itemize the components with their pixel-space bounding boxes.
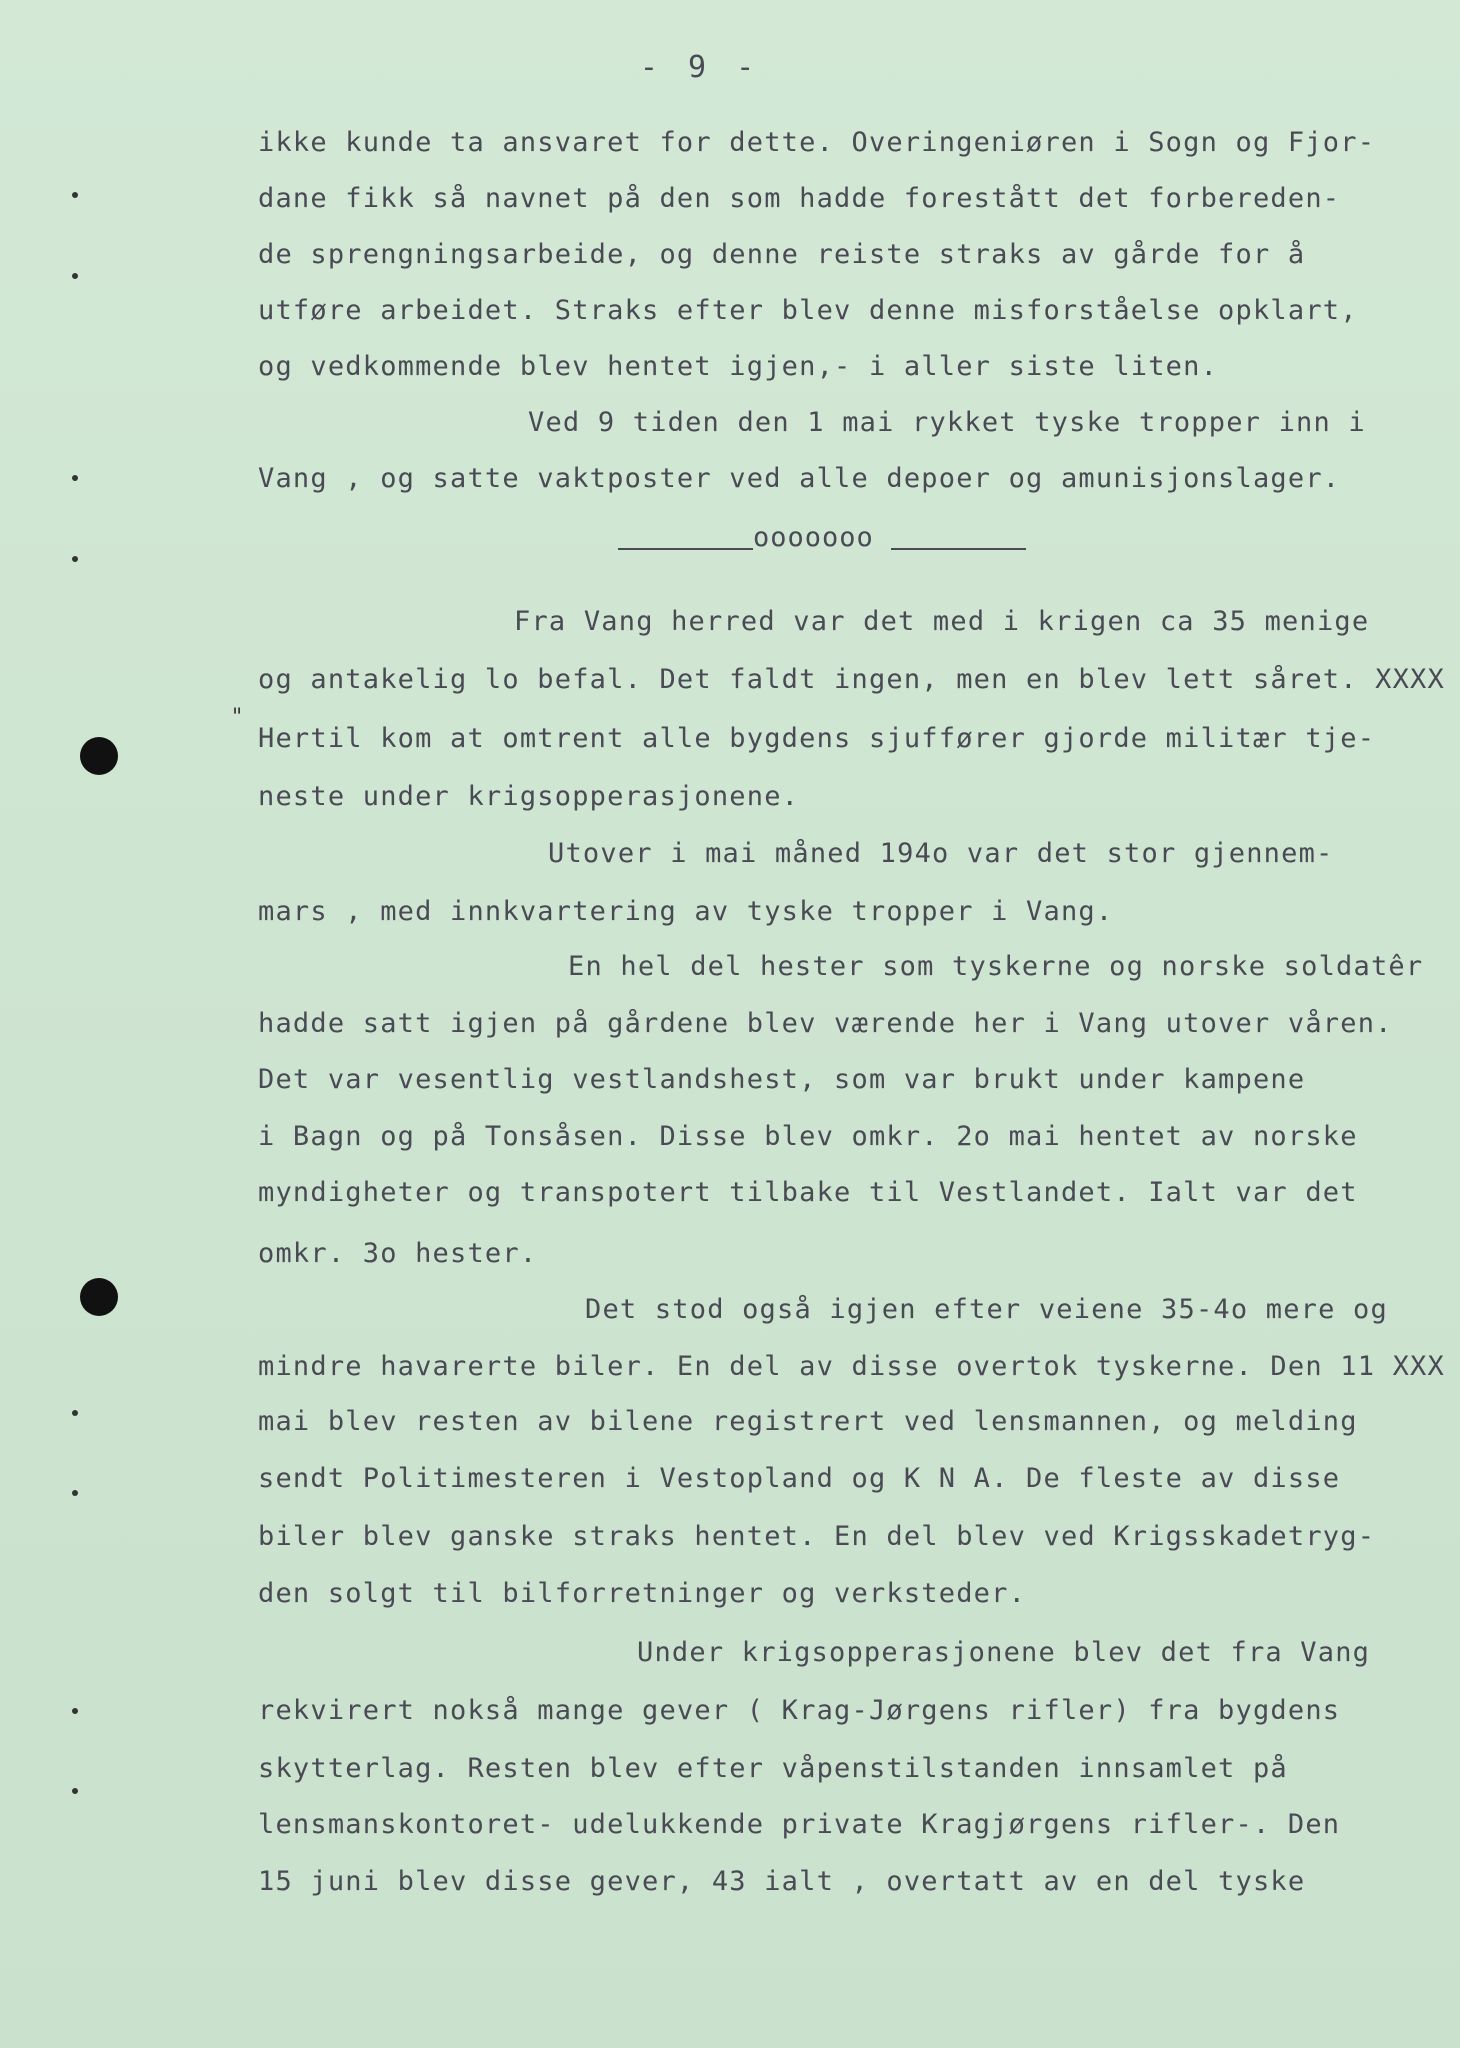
margin-dot [72, 192, 78, 198]
margin-dot [72, 475, 78, 481]
text-line: Utover i mai måned 194o var det stor gjennem- [548, 838, 1334, 869]
text-line: den solgt til bilforretninger og verksteder. [258, 1578, 1027, 1609]
section-separator [618, 522, 1026, 553]
separator-text: ooooooo [753, 522, 874, 553]
punch-hole-bottom [80, 1278, 118, 1316]
margin-dot [72, 1490, 78, 1496]
text-line: lensmanskontoret- udelukkende private Kragjørgens rifler-. Den [258, 1809, 1341, 1840]
text-line: skytterlag. Resten blev efter våpenstilstanden innsamlet på [258, 1753, 1288, 1784]
text-line: Fra Vang herred var det med i krigen ca 35 menige [514, 606, 1370, 637]
text-line: myndigheter og transpotert tilbake til Vestlandet. Ialt var det [258, 1177, 1358, 1208]
text-line: Ved 9 tiden den 1 mai rykket tyske tropper inn i [528, 407, 1366, 438]
text-line: dane fikk så navnet på den som hadde forestått det forbereden- [258, 183, 1341, 214]
text-line: Vang , og satte vaktposter ved alle depoer og amunisjonslager. [258, 463, 1341, 494]
margin-dot [72, 556, 78, 562]
text-line: 15 juni blev disse gever, 43 ialt , overtatt av en del tyske [258, 1866, 1306, 1897]
text-line: biler blev ganske straks hentet. En del blev ved Krigsskadetryg- [258, 1521, 1376, 1552]
handwritten-mark: " [232, 705, 243, 730]
text-line: de sprengningsarbeide, og denne reiste straks av gårde for å [258, 239, 1306, 270]
page-number: - 9 - [639, 50, 761, 85]
text-line: sendt Politimesteren i Vestopland og K N A. De fleste av disse [258, 1463, 1341, 1494]
text-line: hadde satt igjen på gårdene blev værende her i Vang utover våren. [258, 1008, 1393, 1039]
text-line: i Bagn og på Tonsåsen. Disse blev omkr. 2o mai hentet av norske [258, 1121, 1358, 1152]
margin-dot [72, 1788, 78, 1794]
margin-dot [72, 1410, 78, 1416]
text-line: mars , med innkvartering av tyske tropper i Vang. [258, 896, 1114, 927]
text-line: En hel del hester som tyskerne og norske soldatêr [568, 951, 1424, 982]
text-line: mindre havarerte biler. En del av disse overtok tyskerne. Den 11 XXX [258, 1351, 1445, 1382]
separator-rule-right [891, 548, 1026, 550]
text-line: ikke kunde ta ansvaret for dette. Overingeniøren i Sogn og Fjor- [258, 127, 1376, 158]
text-line: omkr. 3o hester. [258, 1238, 538, 1269]
text-line: Hertil kom at omtrent alle bygdens sjuffører gjorde militær tje- [258, 723, 1376, 754]
separator-rule-left [618, 548, 753, 550]
text-line: Det var vesentlig vestlandshest, som var brukt under kampene [258, 1064, 1306, 1095]
text-line: Det stod også igjen efter veiene 35-4o mere og [585, 1294, 1388, 1325]
text-line: neste under krigsopperasjonene. [258, 781, 800, 812]
margin-dot [72, 1708, 78, 1714]
text-line: Under krigsopperasjonene blev det fra Vang [637, 1637, 1371, 1668]
text-line: utføre arbeidet. Straks efter blev denne misforståelse opklart, [258, 295, 1358, 326]
text-line: og vedkommende blev hentet igjen,- i aller siste liten. [258, 351, 1219, 382]
text-line: mai blev resten av bilene registrert ved lensmannen, og melding [258, 1406, 1358, 1437]
margin-dot [72, 273, 78, 279]
text-line: rekvirert nokså mange gever ( Krag-Jørgens rifler) fra bygdens [258, 1695, 1341, 1726]
punch-hole-top [80, 737, 118, 775]
text-line: og antakelig lo befal. Det faldt ingen, men en blev lett såret. XXXX [258, 664, 1445, 695]
